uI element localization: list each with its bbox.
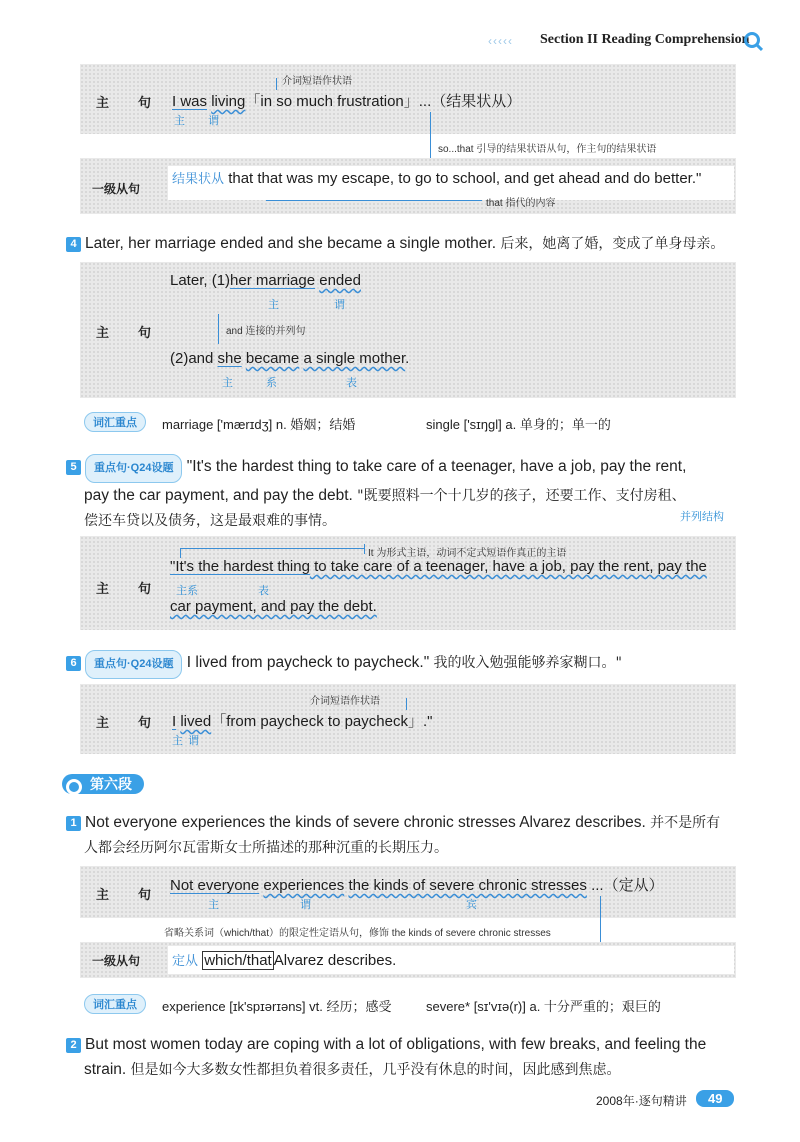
p6s1-text — [66, 810, 756, 861]
sentence-rest: 「in so much frustration」...（结果状从） — [245, 93, 522, 110]
s4-l1-verb: ended — [319, 272, 361, 289]
p6s1-sub-rest: Alvarez describes. — [273, 952, 397, 969]
p6s1-number: 1 — [66, 816, 81, 831]
p6s1-note-rel: 省略关系词（which/that）的限定性定语从句，修饰 the kinds of severe chronic stresses — [164, 928, 551, 939]
s4-text — [66, 231, 724, 257]
s6-pill: 重点句·Q24设题 — [85, 650, 182, 679]
s5-en2: pay the car payment, and pay the debt. — [84, 487, 353, 504]
tag-subject: 主 — [174, 115, 185, 127]
s5-it-arrow — [180, 548, 181, 558]
that-pointer-line — [266, 200, 482, 201]
s5-box-line2: car payment, and pay the debt. — [170, 598, 377, 615]
note-so-that: so...that 引导的结果状语从句，作主句的结果状语 — [438, 144, 657, 155]
p6s1-zh2: 人都会经历阿尔瓦雷斯女士所描述的那种沉重的长期压力。 — [84, 840, 448, 856]
s5-inf-part: to take care of a teenager, have a job, pay the rent, pay the — [309, 558, 707, 575]
predicate: living — [211, 93, 246, 110]
p6s2-number: 2 — [66, 1038, 81, 1053]
p6s1-sub-rel: which/that — [204, 952, 272, 969]
s4-en: Later, her marriage ended and she became a single mother. — [85, 235, 497, 252]
s4-l1-subject: her marriage — [230, 272, 316, 289]
s5-zh2: 偿还车贷以及债务，这是最艰难的事情。 — [84, 513, 336, 529]
note-that: that 指代的内容 — [486, 198, 556, 209]
note-prep-phrase: 介词短语作状语 — [282, 76, 352, 87]
label-main: 主 句 — [96, 96, 160, 111]
p6s1-rest: ...（定从） — [591, 877, 664, 894]
sub-sentence — [172, 168, 701, 187]
s4-tag-s: 主 — [268, 299, 279, 311]
s6-zh: 我的收入勉强能够养家糊口。" — [433, 655, 622, 671]
s4-zh: 后来，她离了婚，变成了单身母亲。 — [500, 236, 725, 252]
p6s1-vocab1: experience [ɪk'spɪərɪəns] vt. 经历；感受 — [162, 999, 392, 1014]
header-title: Section II Reading Comprehension — [540, 32, 750, 47]
s6-rest: 「from paycheck to paycheck」." — [211, 713, 433, 730]
p6s2-en2a: strain. — [84, 1061, 127, 1078]
s6-sentence — [172, 710, 432, 731]
main-sentence — [172, 90, 521, 111]
p6s2-en2b: 但是如今大多数女性都担负着很多责任，几乎没有休息的时间，因此感到焦虑。 — [130, 1062, 621, 1078]
s4-tag-v2: 系 — [266, 377, 277, 389]
s4-tag-v: 谓 — [334, 299, 345, 311]
sub-tag: 结果状从 — [172, 171, 225, 186]
s6-en: I lived from paycheck to paycheck." — [186, 654, 430, 671]
s5-it-line — [180, 548, 364, 549]
p6s1-en: Not everyone experiences the kinds of severe chronic stresses Alvarez describes. — [85, 814, 646, 831]
p6s1-tag-s: 主 — [208, 899, 219, 911]
s5-pill: 重点句·Q24设题 — [85, 454, 182, 483]
page-number: 49 — [696, 1090, 734, 1107]
s5-label-main: 主 句 — [96, 582, 160, 597]
s4-vocab-label: 词汇重点 — [84, 412, 146, 432]
section-title: 第六段 — [62, 774, 144, 794]
footer-text: 2008年·逐句精讲 — [596, 1094, 687, 1108]
s6-note-prep: 介词短语作状语 — [310, 696, 380, 707]
result-connector — [430, 112, 431, 158]
s6-number: 6 — [66, 656, 81, 671]
p6s1-vocab-label: 词汇重点 — [84, 994, 146, 1014]
subject-verb: I was — [172, 93, 208, 110]
s5-it-tick — [364, 544, 365, 554]
header-arrows: ‹‹‹‹‹ — [488, 34, 513, 48]
s4-l1-pre: Later, (1) — [170, 272, 231, 289]
s5-tag-b: 表 — [258, 585, 269, 597]
p6s1-zh1: 并不是所有 — [650, 815, 721, 831]
s5-zh1: "既要照料一个十几岁的孩子，还要工作、支付房租、 — [357, 488, 686, 504]
p6s1-sub-tag: 定从 — [172, 953, 199, 968]
s6-subject: I — [172, 713, 177, 730]
s4-label-main: 主 句 — [96, 326, 160, 341]
s6-tag-s: 主 — [172, 735, 183, 747]
s4-and-connector — [218, 314, 219, 344]
p6s1-label-main: 主 句 — [96, 888, 160, 903]
tag-predicate: 谓 — [208, 115, 219, 127]
note-connector — [276, 78, 277, 90]
s5-en1: "It's the hardest thing to take care of a teenager, have a job, pay the rent, — [186, 458, 687, 475]
p6s1-object: the kinds of severe chronic stresses — [348, 877, 587, 894]
section-magnifier-icon — [66, 779, 82, 795]
p6s1-label-sub: 一级从句 — [92, 954, 141, 968]
s6-note-connector — [406, 698, 407, 710]
s5-note-it: It 为形式主语，动词不定式短语作真正的主语 — [368, 548, 567, 559]
s6-verb: lived — [180, 713, 212, 730]
p6s1-sub-sentence — [172, 950, 396, 969]
s5-box-line1 — [170, 558, 707, 575]
s4-l2-pre: (2)and — [170, 350, 218, 367]
magnifier-tail — [756, 44, 763, 51]
label-sub: 一级从句 — [92, 182, 141, 196]
s6-tag-v: 谓 — [188, 735, 199, 747]
s6-label-main: 主 句 — [96, 716, 160, 731]
s5-tag-sx: 主系 — [176, 585, 198, 597]
s5-text — [66, 454, 746, 534]
s4-note-and: and 连接的并列句 — [226, 326, 306, 337]
s5-it-part: "It's the hardest thing — [170, 558, 310, 575]
p6s1-sentence — [170, 874, 664, 895]
s4-vocab2: single ['sɪŋgl] a. 单身的；单一的 — [426, 417, 611, 432]
p6s1-tag-v: 谓 — [300, 899, 311, 911]
p6s1-rel-connector — [600, 896, 601, 944]
s4-tag-s2: 主 — [222, 377, 233, 389]
s4-line1 — [170, 272, 361, 289]
p6s2-text — [66, 1032, 756, 1083]
s4-vocab1: marriage ['mærɪdʒ] n. 婚姻；结婚 — [162, 417, 356, 432]
s4-l2-subject: she — [217, 350, 242, 367]
s4-line2 — [170, 350, 409, 367]
page-number-badge — [696, 1090, 734, 1108]
p6s1-subject: Not everyone — [170, 877, 260, 894]
s5-side-note: 并列结构 — [680, 511, 724, 523]
p6s1-tag-o: 宾 — [466, 899, 477, 911]
s4-l2-object: a single mother — [303, 350, 406, 367]
s6-text — [66, 650, 622, 679]
s4-tag-o2: 表 — [346, 377, 357, 389]
p6s1-verb: experiences — [263, 877, 345, 894]
s4-number: 4 — [66, 237, 81, 252]
s4-l2-end: . — [405, 350, 410, 367]
p6s2-en1: But most women today are coping with a lot of obligations, with few breaks, and feeling the — [85, 1036, 707, 1053]
sub-text: that that was my escape, to go to school, and get ahead and do better." — [228, 170, 702, 187]
p6s1-vocab2: severe* [sɪ'vɪə(r)] a. 十分严重的；艰巨的 — [426, 999, 661, 1014]
s4-l2-verb: became — [245, 350, 300, 367]
s5-number: 5 — [66, 460, 81, 475]
